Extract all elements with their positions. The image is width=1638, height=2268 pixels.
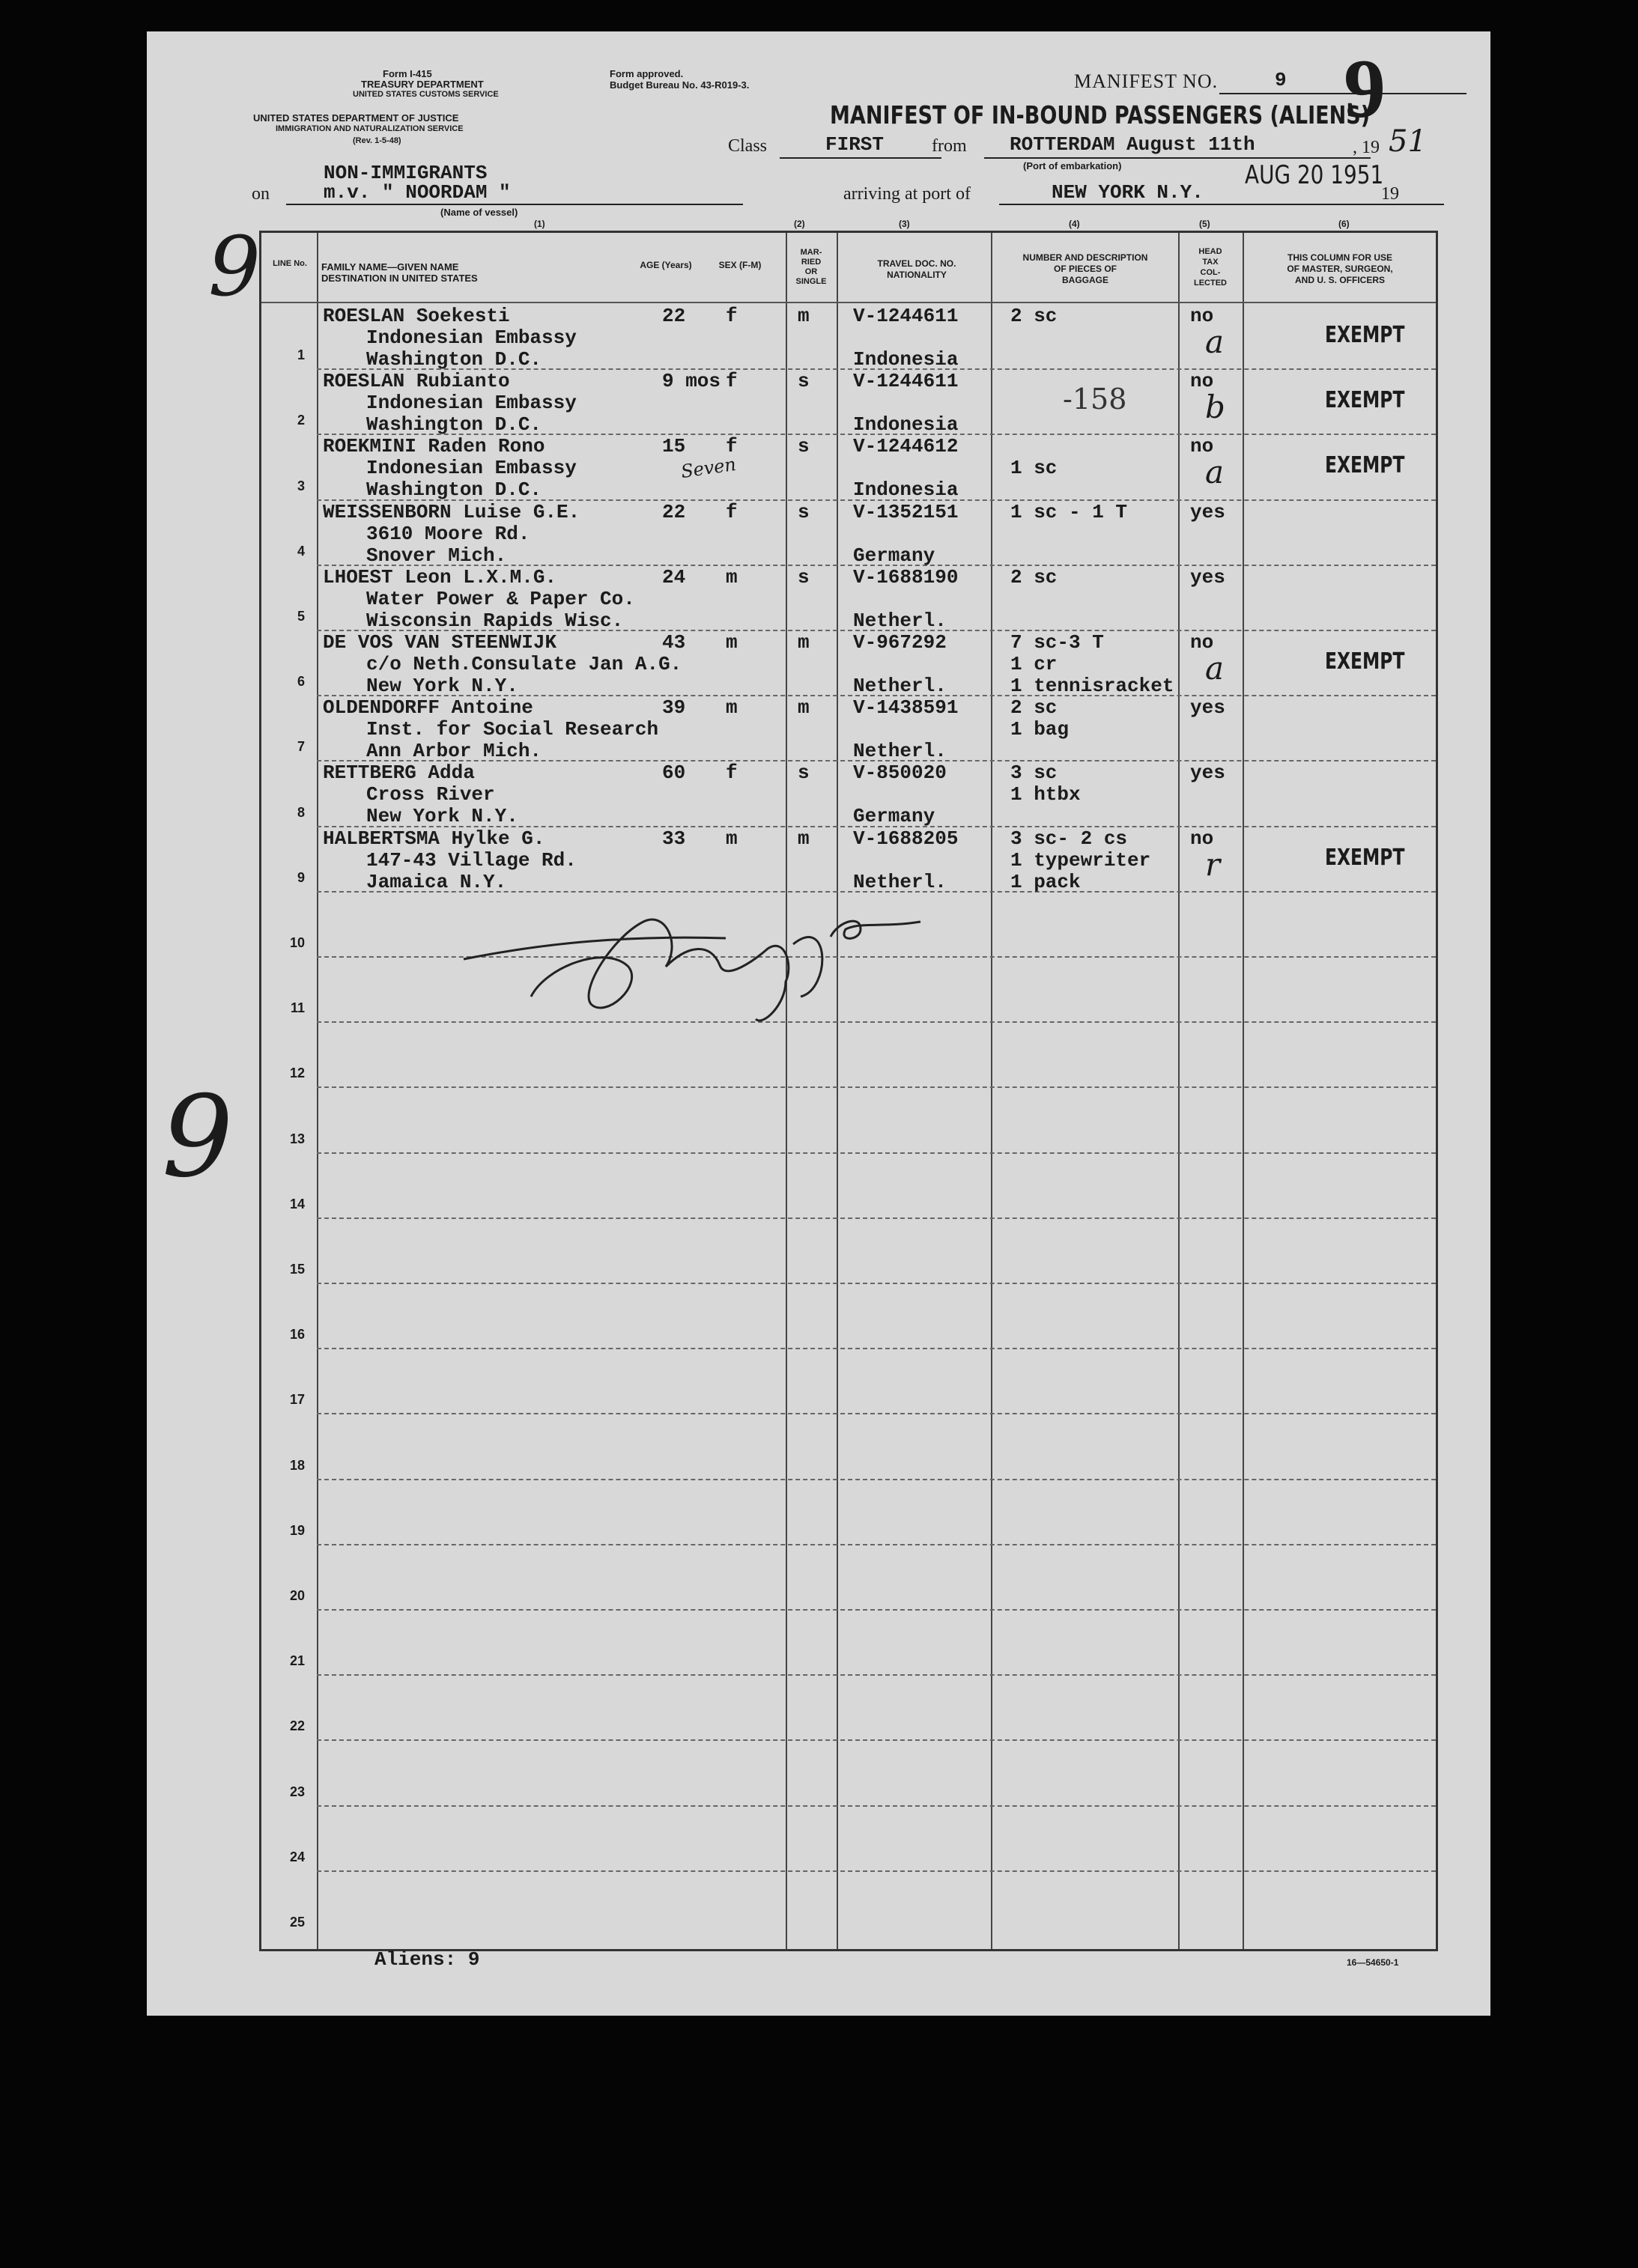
passenger-name: RETTBERG Adda — [323, 761, 475, 785]
passenger-sex: m — [726, 696, 738, 720]
passenger-marital-status: s — [798, 370, 810, 393]
year-prefix: , 19 — [1353, 138, 1380, 157]
line-number: 11 — [290, 1000, 305, 1016]
margin-handwritten-9: 9 — [162, 1072, 234, 1203]
baggage-line-1: 3 sc — [1010, 761, 1058, 785]
head-tax-collected: yes — [1190, 565, 1225, 589]
col-age: AGE (Years) — [640, 260, 692, 270]
head-tax-collected: no — [1190, 827, 1214, 850]
year-handwritten: 51 — [1389, 124, 1427, 159]
passenger-nationality: Netherl. — [853, 675, 947, 697]
passenger-travel-doc: V-1688190 — [853, 565, 959, 589]
arrival-year-prefix: 19 — [1381, 184, 1399, 204]
class-value: FIRST — [825, 133, 885, 156]
passenger-nationality: Netherl. — [853, 870, 947, 893]
passenger-travel-doc: V-1438591 — [853, 696, 959, 720]
passenger-name: ROESLAN Soekesti — [323, 305, 510, 327]
head-tax-collected: yes — [1190, 500, 1225, 523]
ins-service: IMMIGRATION AND NATURALIZATION SERVICE — [276, 124, 464, 133]
passenger-nationality: Germany — [853, 805, 935, 828]
line-number: 13 — [289, 1131, 305, 1146]
row-divider — [317, 1479, 1436, 1480]
row-divider — [317, 1609, 1436, 1611]
row-divider — [317, 1544, 1436, 1545]
passenger-address-1: Indonesian Embassy — [366, 392, 577, 415]
arriving-label: arriving at port of — [843, 184, 971, 204]
line-number: 2 — [297, 413, 305, 428]
passenger-marital-status: s — [798, 761, 810, 785]
passenger-name: LHOEST Leon L.X.M.G. — [323, 565, 557, 589]
passenger-nationality: Indonesia — [853, 478, 959, 502]
passenger-name: WEISSENBORN Luise G.E. — [323, 500, 580, 523]
passenger-name: HALBERTSMA Hylke G. — [323, 827, 545, 850]
line-number: 16 — [289, 1327, 305, 1343]
embarkation-label: (Port of embarkation) — [1023, 160, 1122, 171]
col-num-2: (2) — [794, 219, 805, 229]
aliens-total: Aliens: 9 — [374, 1948, 480, 1971]
passenger-sex: f — [726, 435, 738, 458]
passenger-name: ROEKMINI Raden Rono — [323, 435, 545, 458]
row-divider — [317, 1674, 1436, 1676]
passenger-address-2: New York N.Y. — [366, 805, 518, 828]
passenger-address-1: Inst. for Social Research — [366, 718, 659, 741]
arrival-date-stamp: AUG 20 1951 — [1245, 160, 1384, 190]
vessel-name: m.v. " NOORDAM " — [324, 181, 511, 204]
age-annotation: Seven — [679, 453, 738, 483]
head-tax-collected: yes — [1190, 696, 1225, 720]
baggage-line-2: 1 bag — [1010, 718, 1070, 741]
baggage-line-3: 1 pack — [1010, 870, 1081, 893]
passenger-age: 15 — [662, 435, 686, 458]
baggage-line-2: 1 htbx — [1010, 783, 1081, 806]
head-tax-mark: a — [1205, 454, 1225, 491]
row-divider — [317, 1870, 1436, 1872]
col-num-6: (6) — [1338, 219, 1350, 229]
passenger-name: DE VOS VAN STEENWIJK — [323, 631, 557, 654]
passenger-age: 22 — [662, 500, 686, 523]
line-number: 18 — [289, 1457, 305, 1473]
line-number: 7 — [297, 739, 305, 755]
passenger-sex: f — [726, 761, 738, 785]
col-head-tax: HEAD TAX COL- LECTED — [1194, 247, 1227, 288]
col-name-dest: FAMILY NAME—GIVEN NAME DESTINATION IN UNITED STATES — [321, 261, 478, 284]
passenger-address-2: Ann Arbor Mich. — [366, 740, 542, 763]
passenger-name: OLDENDORFF Antoine — [323, 696, 533, 720]
line-number: 15 — [289, 1262, 305, 1277]
row-divider — [317, 1348, 1436, 1349]
passenger-address-2: Snover Mich. — [366, 544, 507, 567]
passenger-address-2: Washington D.C. — [366, 348, 542, 371]
row-divider — [317, 1739, 1436, 1741]
passenger-address-2: Washington D.C. — [366, 413, 542, 437]
line-number: 17 — [289, 1392, 305, 1408]
line-number: 24 — [289, 1849, 305, 1864]
vessel-label: (Name of vessel) — [440, 207, 518, 218]
passenger-travel-doc: V-1244612 — [853, 435, 959, 458]
col-married: MAR- RIED OR SINGLE — [795, 248, 827, 286]
line-number: 9 — [297, 869, 305, 885]
baggage-line-3: 1 tennisracket — [1010, 675, 1174, 697]
passenger-address-1: Indonesian Embassy — [366, 457, 577, 480]
passenger-address-1: Indonesian Embassy — [366, 326, 577, 349]
passenger-travel-doc: V-1244611 — [853, 305, 959, 327]
class-label: Class — [728, 136, 768, 156]
manifest-no-underline — [1219, 93, 1466, 94]
line-number: 4 — [297, 543, 305, 559]
passenger-sex: m — [726, 565, 738, 589]
arrival-underline — [999, 204, 1444, 205]
passenger-marital-status: s — [798, 500, 810, 523]
baggage-line-2: 1 typewriter — [1010, 848, 1151, 872]
print-code: 16—54650-1 — [1347, 1957, 1399, 1968]
baggage-line-1: 2 sc — [1010, 565, 1058, 589]
margin-handwritten-9: 9 — [208, 219, 261, 314]
passenger-marital-status: s — [798, 565, 810, 589]
passenger-age: 60 — [662, 761, 686, 785]
baggage-line-1: 7 sc-3 T — [1010, 631, 1104, 654]
officer-stamp: EXEMPT — [1325, 387, 1405, 414]
class-underline — [780, 157, 941, 159]
col-num-3: (3) — [899, 219, 910, 229]
passenger-sex: f — [726, 500, 738, 523]
passenger-travel-doc: V-1244611 — [853, 370, 959, 393]
passenger-address-1: 147-43 Village Rd. — [366, 848, 577, 872]
revision: (Rev. 1-5-48) — [353, 136, 401, 145]
passenger-address-2: Washington D.C. — [366, 478, 542, 502]
row-divider — [317, 1283, 1436, 1284]
passenger-address-2: Jamaica N.Y. — [366, 870, 507, 893]
head-tax-mark: b — [1205, 389, 1225, 426]
passenger-address-1: Water Power & Paper Co. — [366, 587, 635, 610]
head-tax-collected: no — [1190, 435, 1214, 458]
manifest-table — [259, 231, 1438, 1951]
col-line-no: LINE No. — [273, 259, 307, 268]
baggage-line-2: 1 cr — [1010, 653, 1058, 675]
vessel-underline — [286, 204, 743, 205]
baggage-line-1: 1 sc — [1010, 457, 1058, 480]
row-divider — [317, 1086, 1436, 1088]
officer-stamp: EXEMPT — [1325, 844, 1405, 871]
line-number: 6 — [297, 674, 305, 690]
line-number: 5 — [297, 609, 305, 624]
officer-stamp: EXEMPT — [1325, 452, 1405, 479]
passenger-age: 9 mos — [662, 370, 721, 393]
line-number: 8 — [297, 804, 305, 820]
passenger-marital-status: m — [798, 696, 810, 720]
passenger-travel-doc: V-1688205 — [853, 827, 959, 850]
form-approved: Form approved. — [610, 68, 684, 79]
passenger-address-1: 3610 Moore Rd. — [366, 522, 530, 545]
baggage-line-1: 3 sc- 2 cs — [1010, 827, 1128, 850]
passenger-address-2: New York N.Y. — [366, 675, 518, 697]
row-divider — [317, 1805, 1436, 1807]
passenger-nationality: Netherl. — [853, 740, 947, 763]
passenger-age: 39 — [662, 696, 686, 720]
passenger-age: 22 — [662, 305, 686, 327]
passenger-marital-status: s — [798, 435, 810, 458]
treasury-dept: TREASURY DEPARTMENT — [361, 79, 484, 90]
head-tax-mark: a — [1205, 650, 1225, 687]
baggage-annotation: -158 — [1063, 383, 1127, 416]
manifest-no-typed: 9 — [1275, 69, 1287, 91]
passenger-address-2: Wisconsin Rapids Wisc. — [366, 609, 624, 632]
passenger-marital-status: m — [798, 631, 810, 654]
embarkation-port: ROTTERDAM August 11th — [1010, 133, 1255, 156]
passenger-nationality: Netherl. — [853, 609, 947, 632]
form-id: Form I-415 — [383, 68, 432, 79]
customs-service: UNITED STATES CUSTOMS SERVICE — [353, 90, 499, 99]
row-divider — [317, 1217, 1436, 1219]
baggage-line-1: 2 sc — [1010, 305, 1058, 327]
passenger-sex: f — [726, 370, 738, 393]
head-tax-collected: no — [1190, 370, 1214, 393]
col-sex: SEX (F-M) — [718, 260, 762, 270]
passenger-nationality: Germany — [853, 544, 935, 567]
passenger-marital-status: m — [798, 827, 810, 850]
officer-stamp: EXEMPT — [1325, 648, 1405, 675]
category: NON-IMMIGRANTS — [324, 162, 488, 184]
manifest-no-label: MANIFEST NO. — [1074, 70, 1219, 92]
col-baggage: NUMBER AND DESCRIPTION OF PIECES OF BAGGAGE — [1022, 252, 1148, 285]
line-number: 19 — [289, 1522, 305, 1538]
passenger-marital-status: m — [798, 305, 810, 327]
manifest-title: MANIFEST OF IN-BOUND PASSENGERS (ALIENS) — [830, 100, 1371, 130]
officer-signature — [441, 854, 1010, 1049]
passenger-travel-doc: V-850020 — [853, 761, 947, 785]
passenger-address-1: Cross River — [366, 783, 495, 806]
arrival-port: NEW YORK N.Y. — [1052, 181, 1204, 204]
passenger-name: ROESLAN Rubianto — [323, 370, 510, 393]
head-tax-collected: no — [1190, 631, 1214, 654]
justice-dept: UNITED STATES DEPARTMENT OF JUSTICE — [253, 112, 459, 124]
line-number: 1 — [297, 347, 305, 363]
on-label: on — [252, 184, 270, 204]
from-underline — [984, 157, 1371, 159]
passenger-travel-doc: V-1352151 — [853, 500, 959, 523]
head-tax-collected: yes — [1190, 761, 1225, 785]
passenger-sex: m — [726, 631, 738, 654]
col-officers: THIS COLUMN FOR USE OF MASTER, SURGEON, AND U. S. OFFICERS — [1287, 252, 1393, 285]
head-tax-mark: r — [1205, 845, 1221, 883]
passenger-age: 24 — [662, 565, 686, 589]
line-number: 23 — [289, 1784, 305, 1799]
passenger-address-1: c/o Neth.Consulate Jan A.G. — [366, 653, 682, 675]
budget-bureau: Budget Bureau No. 43-R019-3. — [610, 79, 750, 91]
head-tax-mark: a — [1205, 323, 1225, 360]
baggage-line-1: 1 sc - 1 T — [1010, 500, 1128, 523]
col-num-1: (1) — [534, 219, 545, 229]
passenger-nationality: Indonesia — [853, 413, 959, 437]
passenger-age: 33 — [662, 827, 686, 850]
line-number: 20 — [289, 1588, 305, 1603]
passenger-sex: m — [726, 827, 738, 850]
line-number: 25 — [289, 1915, 305, 1930]
officer-stamp: EXEMPT — [1325, 322, 1405, 348]
line-number: 3 — [297, 478, 305, 493]
row-divider — [317, 1152, 1436, 1154]
col-travel-doc: TRAVEL DOC. NO. NATIONALITY — [877, 258, 956, 280]
passenger-nationality: Indonesia — [853, 348, 959, 371]
passenger-sex: f — [726, 305, 738, 327]
line-number: 12 — [289, 1065, 305, 1081]
passenger-travel-doc: V-967292 — [853, 631, 947, 654]
manifest-no-stamp: 9 — [1344, 43, 1386, 136]
head-tax-collected: no — [1190, 305, 1214, 327]
line-number: 14 — [289, 1196, 305, 1211]
row-divider — [317, 1413, 1436, 1414]
line-number: 10 — [289, 935, 305, 950]
passenger-age: 43 — [662, 631, 686, 654]
baggage-line-1: 2 sc — [1010, 696, 1058, 720]
line-number: 22 — [289, 1718, 305, 1734]
line-number: 21 — [289, 1653, 305, 1669]
col-num-4: (4) — [1069, 219, 1080, 229]
col-num-5: (5) — [1199, 219, 1210, 229]
from-label: from — [932, 136, 967, 156]
